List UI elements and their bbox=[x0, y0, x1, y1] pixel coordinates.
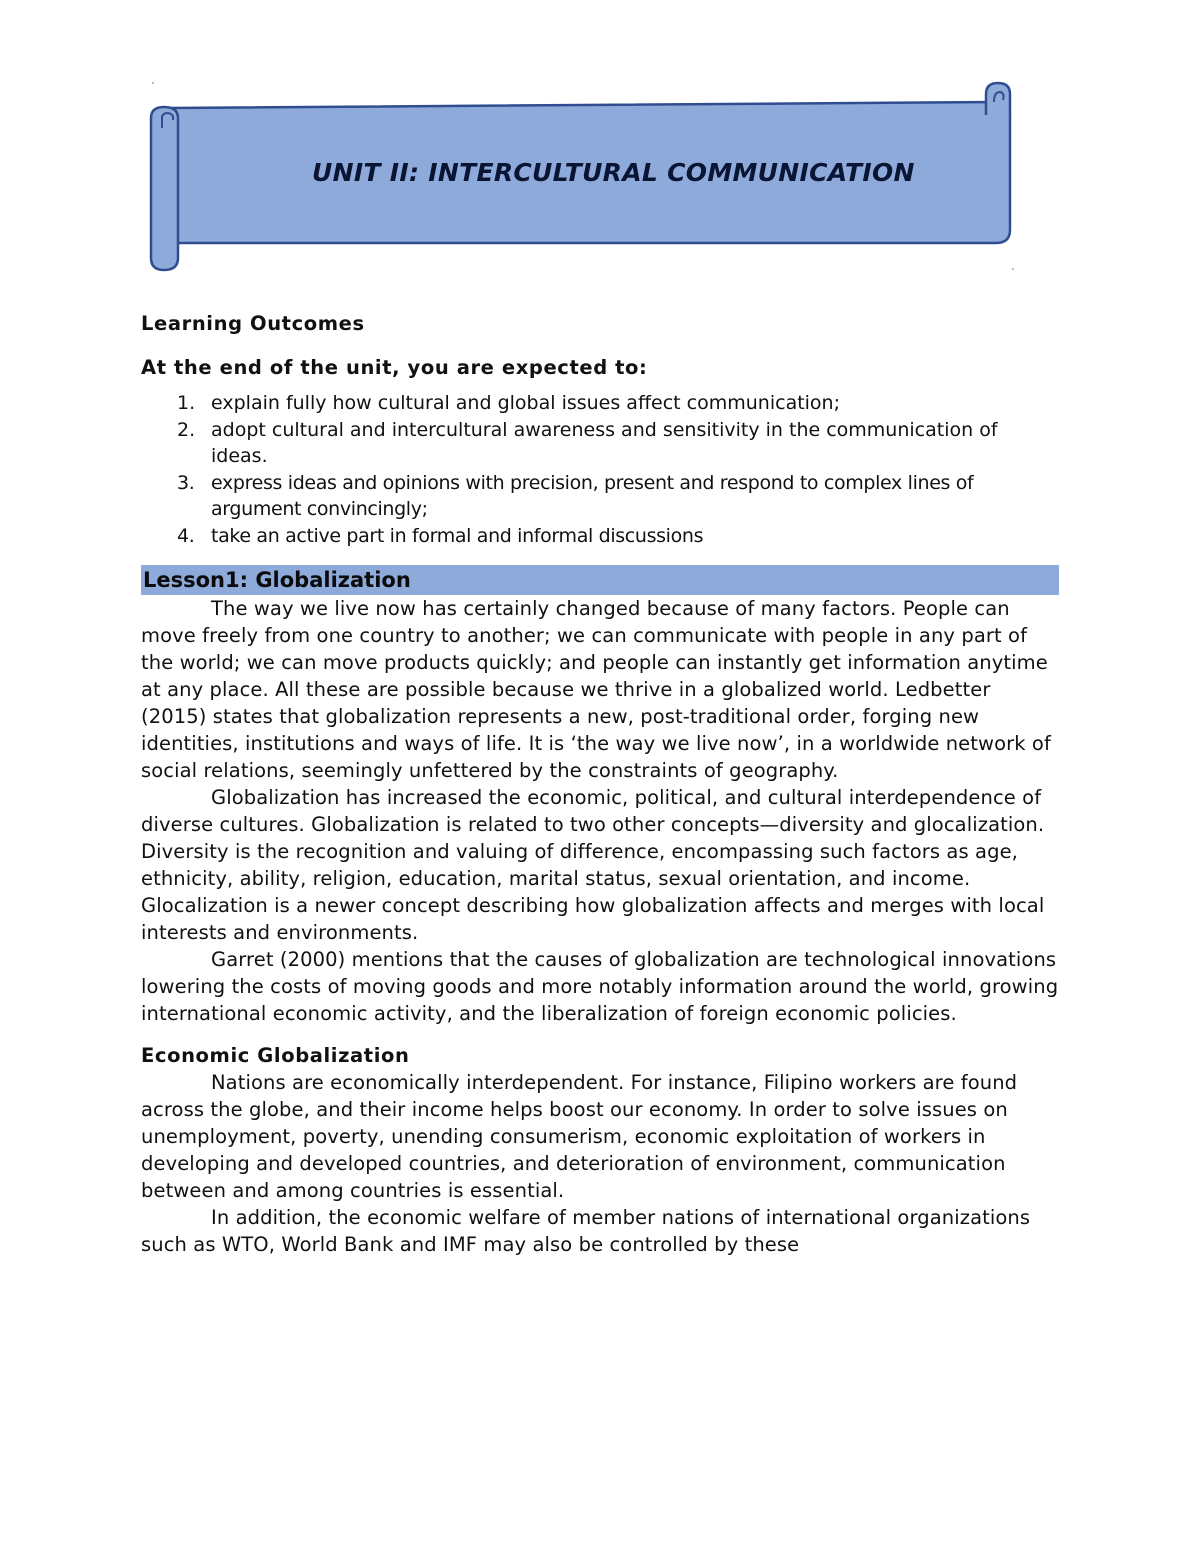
lesson-paragraph: Garret (2000) mentions that the causes of globalization are technological innovations lowering the costs of moving goods and more notably information around the world, growing international economic activity, and the liberalization of foreign economic policies. bbox=[141, 947, 1059, 1025]
list-item-text: express ideas and opinions with precision, present and respond to complex lines of argument convincingly; bbox=[211, 471, 974, 521]
list-number: 2. bbox=[177, 418, 196, 441]
list-item-text: take an active part in formal and informal discussions bbox=[211, 524, 704, 547]
economic-globalization-heading: Economic Globalization bbox=[141, 1043, 410, 1067]
list-item-text: adopt cultural and intercultural awareness and sensitivity in the communication of ideas. bbox=[211, 418, 998, 468]
stray-dot bbox=[152, 82, 154, 84]
economic-paragraph: In addition, the economic welfare of member nations of international organizations such as WTO, World Bank and IMF may also be controlled by these bbox=[141, 1205, 1031, 1256]
list-number: 4. bbox=[177, 524, 195, 547]
outcomes-list bbox=[141, 390, 1059, 550]
lesson-title-bar: Lesson1: Globalization bbox=[141, 565, 1059, 595]
list-item bbox=[141, 523, 1059, 550]
scroll-left-roll bbox=[151, 107, 178, 270]
lesson-paragraph: The way we live now has certainly changed because of many factors. People can move freely from one country to another; we can communicate with people in any part of the world; we can move products quickly; and people can instantly get information anytime at any place. All these are possible because we thrive in a globalized world. Ledbetter (2015) states that globalization represents a new, post-traditional order, forging new identities, institutions and ways of life. It is ‘the way we live now’, in a worldwide network of social relations, seemingly unfettered by the constraints of geography. bbox=[141, 596, 1051, 782]
lesson-paragraph: Globalization has increased the economic, political, and cultural interdependence of diverse cultures. Globalization is related to two other concepts—diversity and glocalization. Diversity is the recognition and valuing of difference, encompassing such factors as age, ethnicity, ability, religion, education, marital status, sexual orientation, and income. Glocalization is a newer concept describing how globalization affects and merges with local interests and environments. bbox=[141, 785, 1045, 944]
learning-outcomes-intro: At the end of the unit, you are expected to: bbox=[141, 356, 648, 379]
list-number: 1. bbox=[177, 392, 196, 414]
list-item bbox=[141, 470, 1059, 523]
economic-paragraph: Nations are economically interdependent. For instance, Filipino workers are found across the globe, and their income helps boost our economy. In order to solve issues on unemployment, poverty, unending consumerism, economic exploitation of workers in developing and developed countries, and deterioration of environment, communication between and among countries is essential. bbox=[141, 1070, 1018, 1202]
stray-dot bbox=[1012, 268, 1014, 270]
unit-title: UNIT II: INTERCULTURAL COMMUNICATION bbox=[312, 158, 915, 187]
scroll-right-curl bbox=[986, 83, 1010, 115]
learning-outcomes-heading: Learning Outcomes bbox=[141, 312, 365, 335]
list-item bbox=[141, 417, 1059, 470]
list-item bbox=[141, 390, 1059, 417]
page-content bbox=[141, 310, 1059, 1258]
list-number: 3. bbox=[177, 471, 195, 494]
list-item-text: explain fully how cultural and global issues affect communication; bbox=[211, 392, 841, 414]
